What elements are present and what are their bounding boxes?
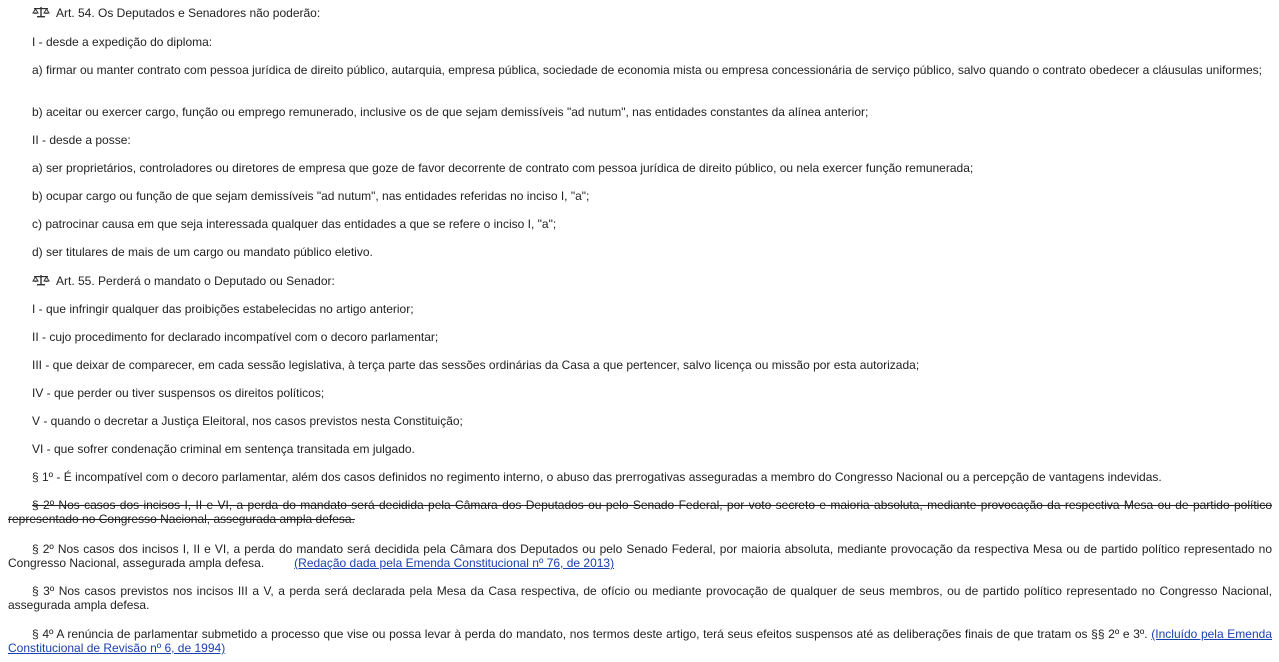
- art54-inciso-2-d: d) ser titulares de mais de um cargo ou mandato público eletivo.: [32, 245, 373, 259]
- art55-paragraph-4: [8, 627, 1272, 655]
- art54-inciso-2-b: b) ocupar cargo ou função de que sejam demissíveis "ad nutum", nas entidades referidas no inciso I, "a";: [32, 189, 590, 203]
- art54-inciso-2-c: c) patrocinar causa em que seja interessada qualquer das entidades a que se refere o inciso I, "a";: [32, 217, 557, 231]
- art54-heading: Art. 54. Os Deputados e Senadores não poderão:: [56, 6, 321, 20]
- art54-inciso-1: I - desde a expedição do diploma:: [32, 35, 213, 49]
- art55-inciso-6: VI - que sofrer condenação criminal em sentença transitada em julgado.: [32, 442, 415, 456]
- art55-inciso-5: V - quando o decretar a Justiça Eleitoral, nos casos previstos nesta Constituição;: [32, 414, 463, 428]
- art55-paragraph-1: § 1º - É incompatível com o decoro parlamentar, além dos casos definidos no regimento interno, o abuso das prerrogativas asseguradas a membro do Congresso Nacional ou a percepção de vantagens indevidas.: [32, 470, 1162, 484]
- art54-inciso-1-a: a) firmar ou manter contrato com pessoa jurídica de direito público, autarquia, empresa pública, sociedade de economia mista ou empresa concessionária de serviço público, salvo quando o contrato obedecer a cláusulas uniformes;: [32, 63, 1263, 77]
- art55-paragraph-2-text: § 2º Nos casos dos incisos I, II e VI, a perda do mandato será decidida pela Câmara dos Deputados ou pelo Senado Federal, por maioria absoluta, mediante provocação da respectiva Mesa ou de partido político representado no Congresso Nacional, assegurada ampla defesa.: [8, 542, 1272, 570]
- art55-paragraph-2-revoked: § 2º Nos casos dos incisos I, II e VI, a perda do mandato será decidida pela Câmara dos Deputados ou pelo Senado Federal, por voto secreto e maioria absoluta, mediante provocação da respectiva Mesa ou de partido político representado no Congresso Nacional, assegurada ampla defesa.: [8, 498, 1272, 526]
- art55-heading: Art. 55. Perderá o mandato o Deputado ou Senador:: [56, 274, 335, 288]
- art55-paragraph-2: [8, 542, 1272, 570]
- art55-inciso-1: I - que infringir qualquer das proibições estabelecidas no artigo anterior;: [32, 302, 414, 316]
- art54-inciso-2: II - desde a posse:: [32, 133, 131, 147]
- art55-inciso-3: III - que deixar de comparecer, em cada sessão legislativa, à terça parte das sessões ordinárias da Casa a que pertencer, salvo licença ou missão por esta autorizada;: [32, 358, 920, 372]
- art55-paragraph-4-text: § 4º A renúncia de parlamentar submetido a processo que vise ou possa levar à perda do mandato, nos termos deste artigo, terá seus efeitos suspensos até as deliberações finais de que tratam os §§ 2º e 3º.: [32, 627, 1148, 641]
- art55-paragraph-3: § 3º Nos casos previstos nos incisos III a V, a perda será declarada pela Mesa da Casa respectiva, de ofício ou mediante provocação de qualquer de seus membros, ou de partido político representado no Congresso Nacional, assegurada ampla defesa.: [8, 584, 1272, 612]
- art55-inciso-4: IV - que perder ou tiver suspensos os direitos políticos;: [32, 386, 325, 400]
- art55-inciso-2: II - cujo procedimento for declarado incompatível com o decoro parlamentar;: [32, 330, 439, 344]
- scale-icon: [32, 274, 50, 286]
- art54-inciso-1-b: b) aceitar ou exercer cargo, função ou emprego remunerado, inclusive os de que sejam demissíveis "ad nutum", nas entidades constantes da alínea anterior;: [32, 105, 869, 119]
- revision-amendment-6-link[interactable]: (Incluído pela Emenda Constitucional de Revisão nº 6, de 1994): [8, 627, 1272, 655]
- art54-heading-paragraph: [8, 6, 1272, 20]
- art54-inciso-2-a: a) ser proprietários, controladores ou diretores de empresa que goze de favor decorrente de contrato com pessoa jurídica de direito público, ou nela exercer função remunerada;: [32, 161, 974, 175]
- scale-icon: [32, 6, 50, 18]
- art55-heading-paragraph: [8, 274, 1272, 288]
- amendment-76-link[interactable]: (Redação dada pela Emenda Constitucional nº 76, de 2013): [294, 556, 615, 570]
